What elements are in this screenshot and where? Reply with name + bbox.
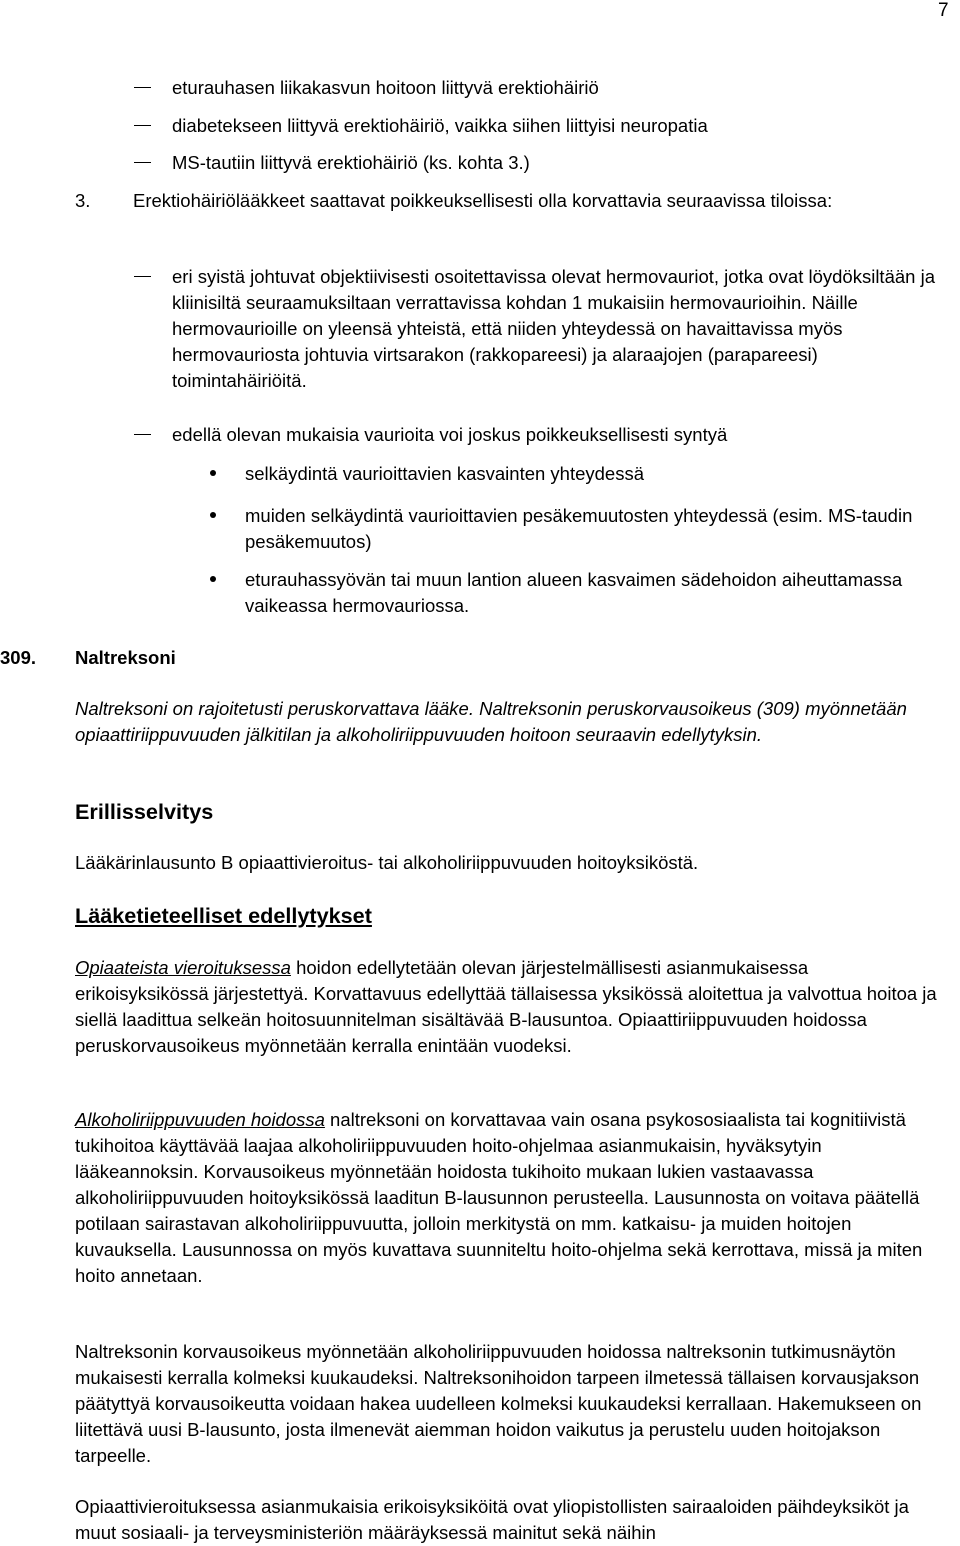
paragraph-lead: Opiaateista vieroituksessa <box>75 957 291 978</box>
section-intro: Naltreksoni on rajoitetusti peruskorvattava lääke. Naltreksonin peruskorvausoikeus (309) myönnetään opiaattiriippuvuuden jälkitilan ja alkoholiriippuvuuden hoitoon seuraavin edellytyksin. <box>75 698 907 745</box>
paragraph-korvausoikeus: Naltreksonin korvausoikeus myönnetään alkoholiriippuvuuden hoidossa naltreksonin tutkimusnäytön mukaisesti kerralla kolmeksi kuukaudeksi. Naltreksonihoidon tarpeen ilmetessä tällaisen korvausjakson päätyttyä korvausoikeutta voidaan hakea uudelleen kolmeksi kuukaudeksi kerrallaan. Hakemukseen on liitettävä uusi B-lausunto, josta ilmenevät aiemman hoidon vaikutus ja perustelu uuden hoitojakson tarpeelle. <box>75 1341 922 1466</box>
item-number: 3. <box>75 190 91 211</box>
section-title: Naltreksoni <box>75 647 176 668</box>
erillisselvitys-heading: Erillisselvitys <box>75 799 214 824</box>
dash-bullet-icon <box>134 162 151 163</box>
bullet-dot-icon <box>210 512 216 518</box>
bullet-item: muiden selkäydintä vaurioittavien pesäkemuutosten yhteydessä (esim. MS-taudin pesäkemuutos) <box>210 503 938 555</box>
dash-bullet-icon <box>134 87 151 88</box>
dash-bullet-icon <box>134 125 151 126</box>
dash-bullet-icon <box>134 276 151 277</box>
paragraph-yksikot: Opiaattivieroituksessa asianmukaisia erikoisyksiköitä ovat yliopistollisten sairaaloiden päihdeyksiköt ja muut sosiaali- ja terveysministeriön määräyksessä mainitut sekä näihin <box>75 1496 909 1543</box>
bullet-dot-icon <box>210 470 216 476</box>
bullet-item: eturauhassyövän tai muun lantion alueen kasvaimen sädehoidon aiheuttamassa vaikeassa hermovauriossa. <box>210 567 938 619</box>
list-item: eri syistä johtuvat objektiivisesti osoitettavissa olevat hermovauriot, jotka ovat löydöksiltään ja kliinisiltä seuraamuksiltaan verrattavissa kohdan 1 mukaisiin hermovaurioihin. Näille hermovaurioille on yleensä yhteistä, että niiden yhteydessä on havaittavissa myös hermovauriosta johtuvia virtsarakon (rakkopareesi) ja alaraajojen (parapareesi) toimintahäiriöitä. <box>134 264 938 394</box>
bullet-dot-icon <box>210 576 216 582</box>
paragraph-alkoholi <box>75 1107 938 1289</box>
erillisselvitys-text: Lääkärinlausunto B opiaattivieroitus- tai alkoholiriippuvuuden hoitoyksiköstä. <box>75 852 699 873</box>
list-item: eturauhasen liikakasvun hoitoon liittyvä erektiohäiriö <box>134 75 938 101</box>
section-number: 309. <box>0 647 37 668</box>
page-number: 7 <box>938 0 949 21</box>
paragraph-body: hoidon edellytetään olevan järjestelmällisesti asianmukaisessa erikoisyksikössä järjestettyä. Korvattavuus edellyttää tällaisessa yksikössä aloitettua ja valvottua hoitoa ja siellä laadittua selkeän hoitosuunnitelman sisältävää B-lausuntoa. Opiaattiriippuvuuden hoidossa peruskorvausoikeus myönnetään kerralla enintään vuodeksi. <box>75 957 937 1056</box>
numbered-item-3 <box>75 188 938 214</box>
list-item: edellä olevan mukaisia vaurioita voi joskus poikkeuksellisesti syntyä <box>134 422 938 448</box>
item-text: Erektiohäiriölääkkeet saattavat poikkeuksellisesti olla korvattavia seuraavissa tiloissa: <box>133 190 833 211</box>
list-item: diabetekseen liittyvä erektiohäiriö, vaikka siihen liittyisi neuropatia <box>134 113 938 139</box>
dash-bullet-icon <box>134 434 151 435</box>
laake-heading: Lääketieteelliset edellytykset <box>75 903 372 928</box>
list-item: MS-tautiin liittyvä erektiohäiriö (ks. kohta 3.) <box>134 150 938 176</box>
bullet-item: selkäydintä vaurioittavien kasvainten yhteydessä <box>210 461 938 487</box>
paragraph-body: naltreksoni on korvattavaa vain osana psykososiaalista tai kognitiivistä tukihoitoa käyttävää laajaa alkoholiriippuvuuden hoito-ohjelmaa asianmukaisin, hyväksytyin lääkeannoksin. Korvausoikeus myönnetään hoidosta tukihoito mukaan lukien vastaavassa alkoholiriippuvuuden hoitoyksikössä laaditun B-lausunnon perusteella. Lausunnosta on voitava päätellä potilaan sairastavan alkoholiriippuvuutta, jolloin merkitystä on mm. katkaisu- ja muiden hoitojen kuvauksella. Lausunnossa on myös kuvattava suunniteltu hoito-ohjelma sekä kerrottava, missä ja miten hoito annetaan. <box>75 1109 923 1286</box>
paragraph-lead: Alkoholiriippuvuuden hoidossa <box>75 1109 325 1130</box>
paragraph-opiaatit <box>75 955 938 1059</box>
